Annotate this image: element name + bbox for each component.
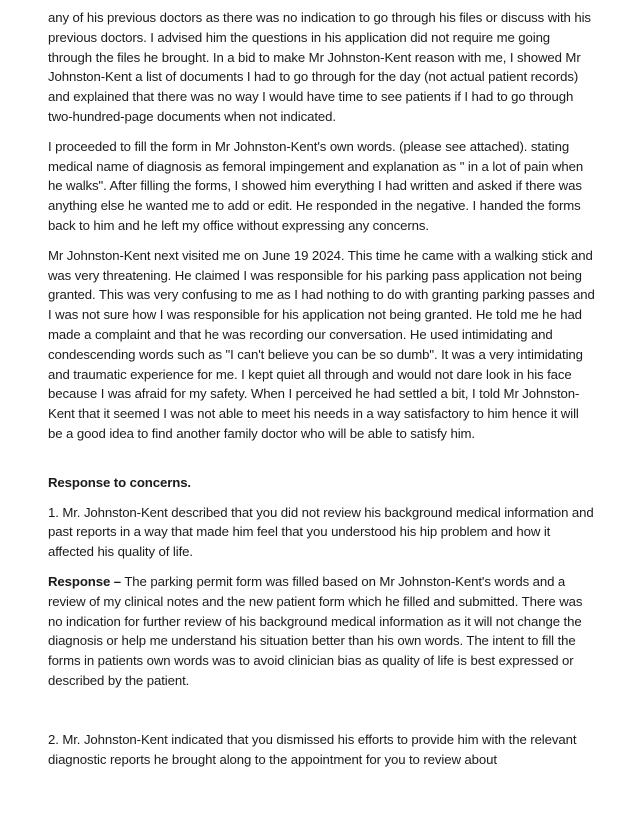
paragraph-previous-doctors: any of his previous doctors as there was no indication to go through his files or discuss with his previous doctors. I advised him the questions in his application did not require me going through the files he brought. In a bid to make Mr Johnston-Kent reason with me, I showed Mr Johnston-Kent a list of documents I had to go through for the day (not actual patient records) and explained that there was no way I would have time to see patients if I had to go through two-hundred-page documents when not indicated. xyxy=(48,10,591,124)
document-page xyxy=(48,8,596,779)
section-heading-response: Response to concerns. xyxy=(48,474,192,490)
response-1-text: The parking permit form was filled based on Mr Johnston-Kent's words and a review of my clinical notes and the new patient form which he filled and submitted. There was no indication for further review of his background medical information as it will not change the diagnosis or help me understand his situation better than his own words. The intent to fill the forms in patients own words was to avoid clinician bias as quality of life is best expressed or described by the patient. xyxy=(48,573,583,688)
concern-2: 2. Mr. Johnston-Kent indicated that you dismissed his efforts to provide him with the relevant diagnostic reports he brought along to the appointment for you to review about xyxy=(48,731,577,767)
blank-space xyxy=(48,701,596,730)
concern-1: 1. Mr. Johnston-Kent described that you did not review his background medical information and past reports in a way that made him feel that you understood his hip problem and how it affected his quality of life. xyxy=(48,504,594,560)
paragraph-form-filling: I proceeded to fill the form in Mr Johnston-Kent's own words. (please see attached). stating medical name of diagnosis as femoral impingement and explanation as " in a lot of pain when he walks". After filling the forms, I showed him everything I had written and asked if there was anything else he wanted me to add or edit. He responded in the negative. I handed the forms back to him and he left my office without expressing any concerns. xyxy=(48,138,584,233)
response-label: Response – xyxy=(48,573,122,589)
paragraph-second-visit: Mr Johnston-Kent next visited me on June 19 2024. This time he came with a walking stick and was very threatening. He claimed I was responsible for his parking pass application not being granted. This was very confusing to me as I had nothing to do with granting parking passes and I was not sure how I was responsible for his application not being granted. He told me he had made a complaint and that he was recording our conversation. He used intimidating and condescending words such as "I can't believe you can be so dumb". It was a very intimidating and traumatic experience for me. I kept quiet all through and would not dare look in his face because I was afraid for my safety. When I perceived he had settled a bit, I told Mr Johnston-Kent that it seemed I was not able to meet his needs in a way satisfactory to him hence it will be a good idea to find another family doctor who will be able to satisfy him. xyxy=(48,247,595,441)
response-1 xyxy=(48,572,596,691)
